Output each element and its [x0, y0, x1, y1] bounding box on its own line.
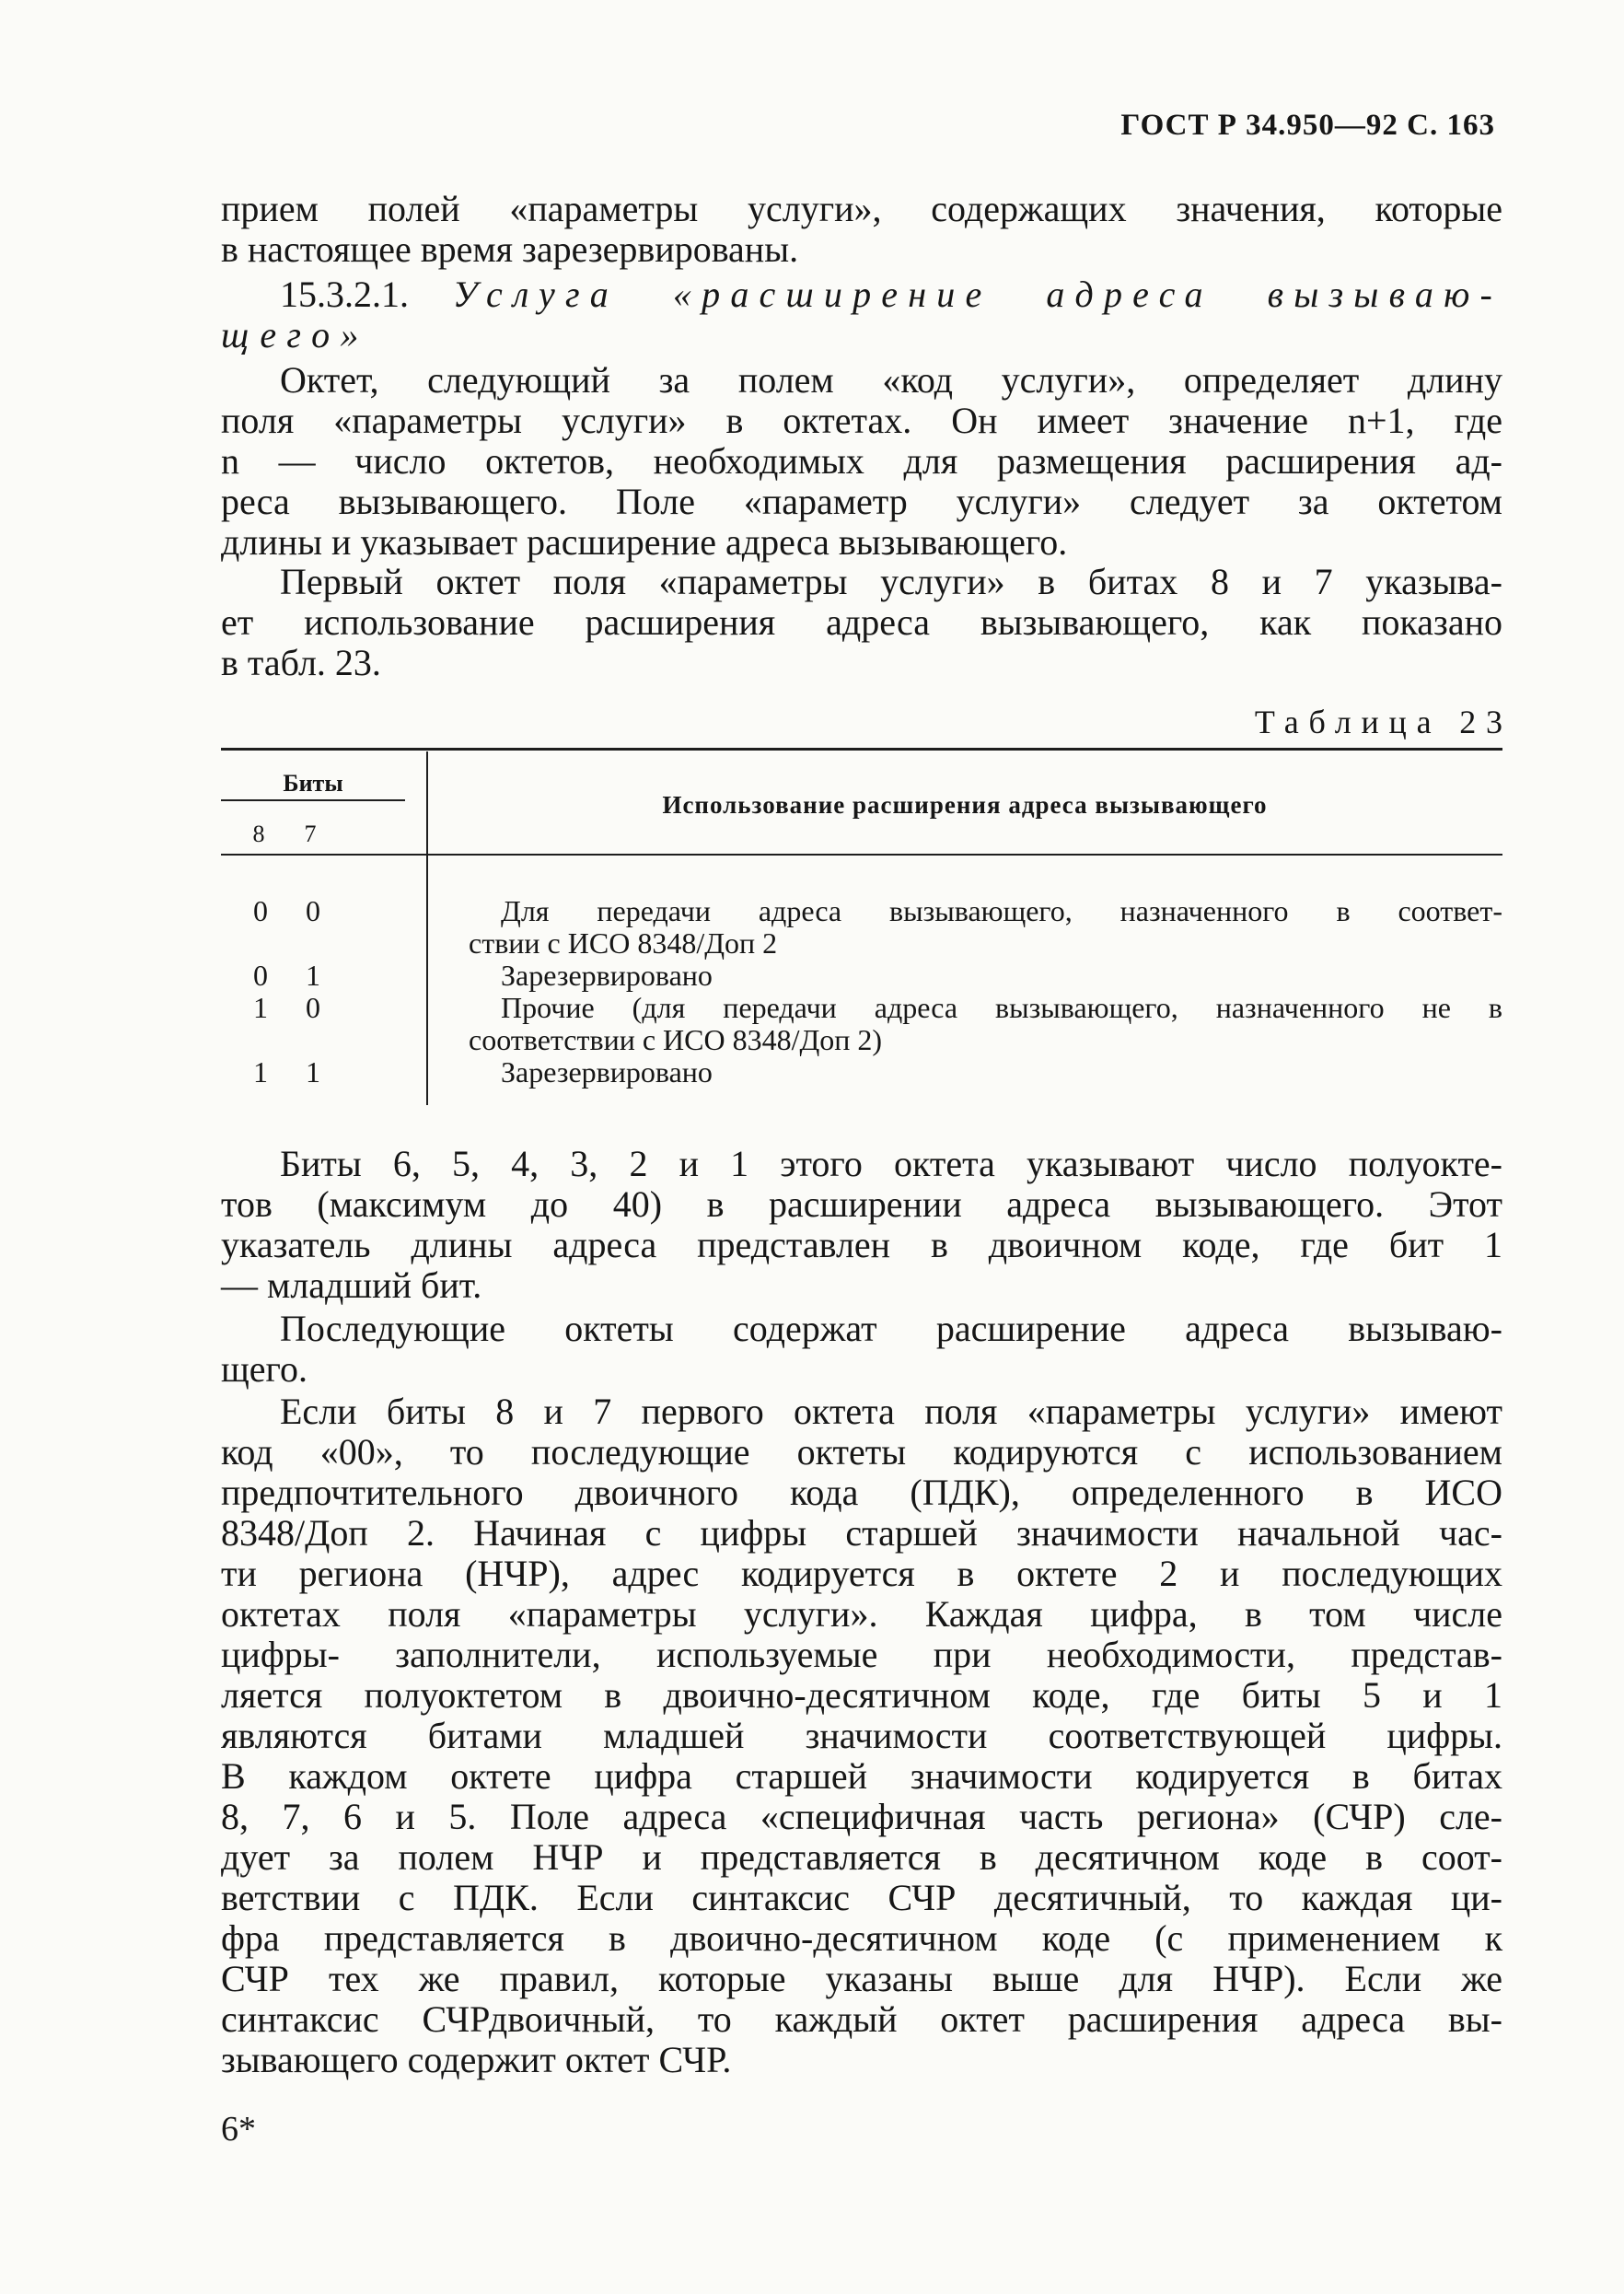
text-line: октетах поля «параметры услуги». Каждая цифра, в том числе — [221, 1593, 1502, 1635]
bit-8-value: 1 — [253, 1055, 268, 1089]
usage-cell — [469, 992, 1502, 1056]
table-row — [221, 992, 1502, 1056]
text-line: ет использование расширения адреса вызывающего, как показано — [221, 601, 1502, 643]
table-caption-text: Таблица 23 — [1254, 704, 1513, 740]
table-top-rule — [221, 748, 1502, 751]
text-line: n — число октетов, необходимых для размещения расширения ад- — [221, 440, 1502, 482]
bit-7-value: 0 — [306, 991, 320, 1024]
text-line: Первый октет поля «параметры услуги» в битах 8 и 7 указыва- — [280, 561, 1502, 602]
text-line: поля «параметры услуги» в октетах. Он имеет значение n+1, где — [221, 400, 1502, 441]
text-line: фра представляется в двоично-десятичном коде (с применением к — [221, 1917, 1502, 1959]
section-heading-line — [221, 274, 1502, 315]
text-line: Октет, следующий за полем «код услуги», определяет длину — [280, 359, 1502, 401]
paragraph-intro — [221, 189, 1502, 270]
section-title: Услуга «расширение адреса вызываю- — [452, 274, 1503, 315]
table-row — [221, 960, 1502, 992]
usage-line: Зарезервировано — [501, 959, 713, 992]
table-header-rule — [221, 854, 1502, 856]
standard-designation: ГОСТ Р 34.950—92 — [1120, 109, 1398, 142]
usage-line: Зарезервировано — [501, 1055, 713, 1089]
paragraph-length-octet — [221, 360, 1502, 563]
usage-cell — [469, 960, 1502, 992]
text-line: Биты 6, 5, 4, 3, 2 и 1 этого октета указывают число полуокте- — [280, 1143, 1502, 1184]
text-line: 8348/Доп 2. Начиная с цифры старшей значимости начальной час- — [221, 1512, 1502, 1554]
text-line: прием полей «параметры услуги», содержащих значения, которые — [221, 188, 1502, 229]
text-line: Последующие октеты содержат расширение адреса вызываю- — [280, 1308, 1502, 1349]
bit-8-value: 1 — [253, 991, 268, 1024]
text-line: щего. — [221, 1348, 307, 1390]
sheet-signature-mark: 6* — [221, 2110, 256, 2148]
text-line: — младший бит. — [221, 1264, 482, 1306]
table-row — [221, 895, 1502, 960]
text-line: В каждом октете цифра старшей значимости кодируется в битах — [221, 1755, 1502, 1797]
section-heading — [221, 274, 1502, 355]
text-line: в настоящее время зарезервированы. — [221, 228, 799, 270]
section-title: щего» — [221, 314, 369, 355]
paragraph-encoding — [221, 1392, 1502, 2080]
table-caption — [221, 702, 1513, 742]
text-line: СЧР тех же правил, которые указаны выше для НЧР). Если же — [221, 1958, 1502, 1999]
text-line: ти региона (НЧР), адрес кодируется в октете 2 и последующих — [221, 1553, 1502, 1594]
text-line: цифры- заполнители, используемые при необходимости, представ- — [221, 1634, 1502, 1675]
section-number: 15.3.2.1. — [280, 274, 409, 315]
page-number: С. 163 — [1407, 109, 1495, 142]
text-line: ляется полуоктетом в двоично-десятичном коде, где биты 5 и 1 — [221, 1674, 1502, 1716]
text-line: код «00», то последующие октеты кодируются с использованием — [221, 1431, 1502, 1473]
bit-7-value: 1 — [306, 1055, 320, 1089]
text-line: являются битами младшей значимости соответствующей цифры. — [221, 1715, 1502, 1756]
usage-line: Прочие (для передачи адреса вызывающего, назначенного не в — [501, 991, 1502, 1024]
usage-line: Для передачи адреса вызывающего, назначенного в соответ- — [501, 894, 1502, 927]
bits-column-header: Биты — [283, 770, 343, 797]
text-line: тов (максимум до 40) в расширении адреса вызывающего. Этот — [221, 1183, 1502, 1225]
bit-8-value: 0 — [253, 894, 268, 927]
table-row — [221, 1056, 1502, 1089]
usage-column-header: Использование расширения адреса вызывающего — [662, 791, 1268, 819]
paragraph-following-octets — [221, 1309, 1502, 1390]
text-line: Если биты 8 и 7 первого октета поля «параметры услуги» имеют — [280, 1391, 1502, 1432]
text-line: 8, 7, 6 и 5. Поле адреса «специфичная часть региона» (СЧР) сле- — [221, 1796, 1502, 1837]
usage-line: соответствии с ИСО 8348/Доп 2) — [469, 1023, 883, 1056]
paragraph-length-bits — [221, 1144, 1502, 1306]
text-line: указатель длины адреса представлен в двоичном коде, где бит 1 — [221, 1224, 1502, 1265]
text-line: длины и указывает расширение адреса вызывающего. — [221, 521, 1068, 563]
text-line: синтаксис СЧРдвоичный, то каждый октет расширения адреса вы- — [221, 1998, 1502, 2040]
bit-8-header: 8 — [252, 821, 265, 847]
text-line: ветствии с ПДК. Если синтаксис СЧР десятичный, то каждая ци- — [221, 1877, 1502, 1918]
bit-7-value: 0 — [306, 894, 320, 927]
bit-8-value: 0 — [253, 959, 268, 992]
usage-cell — [469, 895, 1502, 960]
section-heading-line — [221, 315, 1502, 355]
text-line: в табл. 23. — [221, 642, 381, 683]
text-line: зывающего содержит октет СЧР. — [221, 2039, 732, 2080]
usage-cell — [469, 1056, 1502, 1089]
text-line: дует за полем НЧР и представляется в десятичном коде в соот- — [221, 1836, 1502, 1878]
paragraph-first-octet — [221, 562, 1502, 683]
text-line: предпочтительного двоичного кода (ПДК), определенного в ИСО — [221, 1472, 1502, 1513]
bit-7-value: 1 — [306, 959, 320, 992]
bit-7-header: 7 — [304, 821, 317, 847]
text-line: реса вызывающего. Поле «параметр услуги» следует за октетом — [221, 481, 1502, 522]
running-header — [1120, 107, 1495, 144]
usage-line: ствии с ИСО 8348/Доп 2 — [469, 926, 778, 960]
table-body — [221, 895, 1502, 1089]
